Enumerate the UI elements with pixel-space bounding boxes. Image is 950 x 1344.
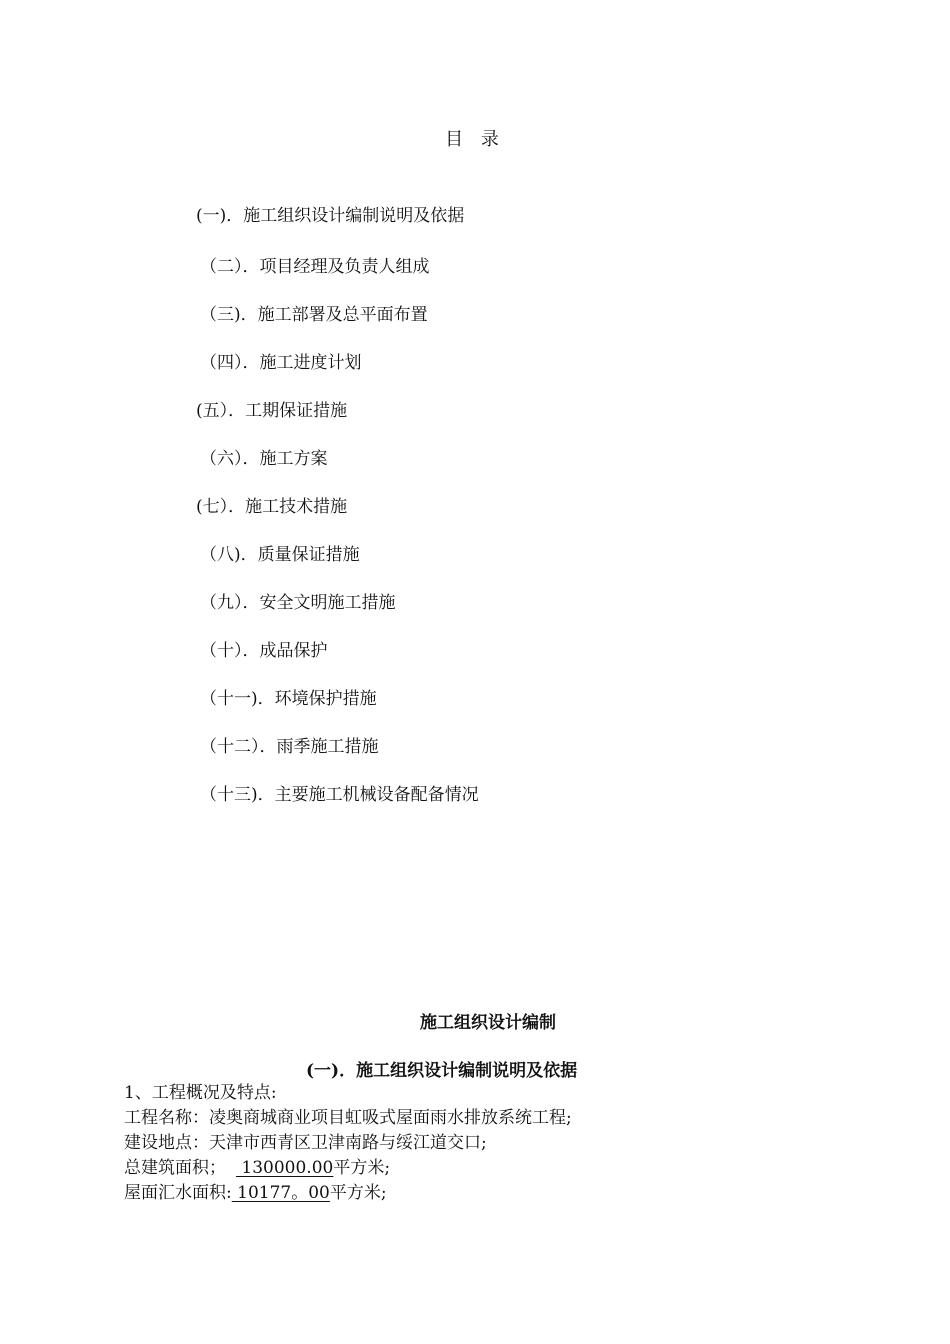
toc-item-10: （十）．成品保护	[200, 641, 328, 661]
toc-item-7: (七）．施工技术措施	[196, 497, 348, 517]
section-subtitle: (一)．施工组织设计编制说明及依据	[306, 1061, 578, 1081]
project-name-line: 工程名称：凌奥商城商业项目虹吸式屋面雨水排放系统工程;	[124, 1108, 572, 1128]
roof-area-line	[124, 1182, 387, 1204]
toc-item-5: (五）．工期保证措施	[196, 401, 348, 421]
toc-item-6: （六）．施工方案	[200, 449, 328, 469]
toc-item-3: （三)．施工部署及总平面布置	[200, 305, 428, 325]
section-title: 施工组织设计编制	[420, 1013, 556, 1033]
site-line: 建设地点：天津市西青区卫津南路与绥江道交口;	[124, 1133, 487, 1153]
toc-item-4: （四）．施工进度计划	[200, 353, 362, 373]
toc-item-12: （十二）．雨季施工措施	[200, 737, 379, 757]
toc-item-11: （十一)．环境保护措施	[200, 689, 377, 709]
overview-heading: 1、工程概况及特点:	[124, 1083, 277, 1103]
toc-item-9: （九）．安全文明施工措施	[200, 593, 396, 613]
roof-area-unit: 平方米;	[329, 1183, 387, 1203]
toc-title: 目 录	[445, 129, 505, 150]
toc-item-2: （二）．项目经理及负责人组成	[200, 257, 430, 277]
total-area-line	[124, 1157, 390, 1179]
roof-area-value: 10177。00	[231, 1183, 330, 1203]
toc-item-13: （十三)．主要施工机械设备配备情况	[200, 785, 479, 805]
toc-item-8: （八)．质量保证措施	[200, 545, 360, 565]
toc-item-1: (一)．施工组织设计编制说明及依据	[196, 206, 465, 226]
roof-area-label: 屋面汇水面积:	[124, 1183, 232, 1203]
total-area-value: 130000.00	[236, 1158, 334, 1178]
total-area-unit: 平方米;	[333, 1158, 391, 1178]
total-area-label: 总建筑面积；	[124, 1158, 226, 1178]
